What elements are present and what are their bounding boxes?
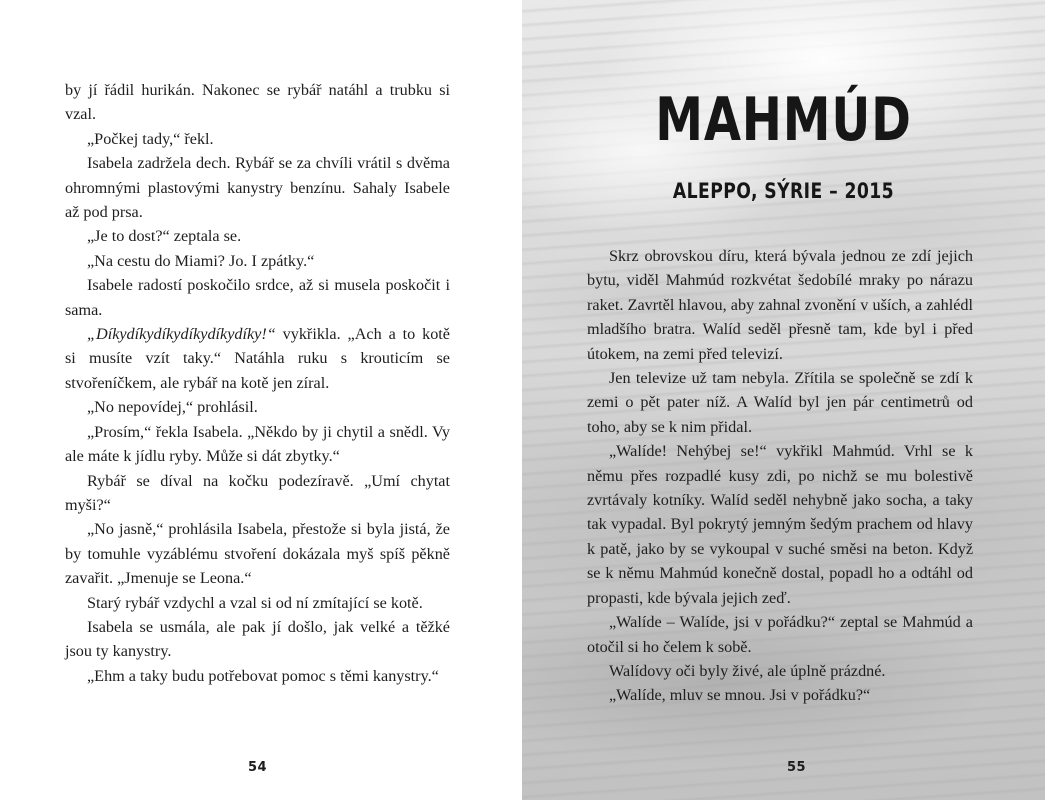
paragraph-text: Walídovy oči byly živé, ale úplně prázdné.	[609, 661, 886, 680]
paragraph	[65, 517, 450, 590]
paragraph-text: „Ehm a taky budu potřebovat pomoc s těmi kanystry.“	[87, 666, 439, 685]
paragraph-text: „No jasně,“ prohlásila Isabela, přestože si byla jistá, že by tomuhle vyzáblému stvoření dokázala myš spíš pěkně zavařit. „Jmenuje se Leona.“	[65, 520, 450, 588]
page-number-left: 54	[248, 760, 268, 775]
paragraph	[65, 615, 450, 664]
paragraph	[65, 273, 450, 322]
paragraph	[587, 683, 973, 707]
paragraph	[587, 659, 973, 683]
paragraph-text: „Walíde! Nehýbej se!“ vykřikl Mahmúd. Vrhl se k němu přes rozpadlé kusy zdi, po nichž se mu bolestivě zvrtávaly kotníky. Walíd seděl nehybně jako socha, a taky tak vypadal. Byl pokrytý jemným šedým prachem od hlavy k patě, jako by se vykoupal v suché směsi na beton. Když se k němu Mahmúd konečně dostal, popadl ho a odtáhl od propasti, kde bývala jejich zeď.	[587, 442, 973, 607]
paragraph	[65, 322, 450, 395]
paragraph-text: Isabela zadržela dech. Rybář se za chvíli vrátil s dvěma ohromnými plastovými kanystry benzínu. Sahaly Isabele až pod prsa.	[65, 154, 450, 222]
paragraph-text: „Počkej tady,“ řekl.	[87, 129, 214, 148]
paragraph-text: Starý rybář vzdychl a vzal si od ní zmítající se kotě.	[87, 593, 423, 612]
paragraph	[65, 249, 450, 273]
paragraph-text: Jen televize už tam nebyla. Zřítila se společně se zdí k zemi o pět pater níž. A Walíd byl jen pár centimetrů od toho, aby se k nim přidal.	[587, 369, 973, 436]
paragraph-text: „Walíde, mluv se mnou. Jsi v pořádku?“	[609, 686, 871, 705]
paragraph-text: vykřikla. „Ach a to kotě si musíte vzít taky.“ Natáhla ruku s krouticím se stvořeníčkem, ale rybář na kotě jen zíral.	[65, 325, 450, 392]
paragraph	[65, 127, 450, 151]
paragraph	[65, 664, 450, 688]
paragraph	[587, 439, 973, 610]
left-page	[0, 0, 522, 800]
chapter-subtitle: ALEPPO, SÝRIE – 2015	[672, 179, 895, 203]
right-page	[522, 0, 1045, 800]
paragraph	[65, 591, 450, 615]
left-page-text	[65, 78, 450, 688]
paragraph	[65, 151, 450, 224]
paragraph-text: Isabela se usmála, ale pak jí došlo, jak velké a těžké jsou ty kanystry.	[65, 617, 450, 661]
paragraph-text: Rybář se díval na kočku podezíravě. „Umí chytat myši?“	[65, 471, 450, 514]
page-number-right: 55	[787, 760, 807, 775]
paragraph-text: Skrz obrovskou díru, která bývala jednou ze zdí jejich bytu, viděl Mahmúd rozkvétat šedobílé mraky po nárazu raket. Zavrtěl hlavou, aby zahnal zvonění v uších, a zahlédl mladšího bratra. Walíd seděl přesně tam, kde byl i před útokem, na zemi před televizí.	[587, 247, 973, 363]
chapter-title: MAHMÚD	[655, 85, 912, 155]
paragraph	[65, 395, 450, 419]
paragraph-text: „Walíde – Walíde, jsi v pořádku?“ zeptal se Mahmúd a otočil si ho čelem k sobě.	[587, 613, 973, 656]
paragraph-text: „Je to dost?“ zeptala se.	[87, 227, 242, 246]
italic-phrase: „Díkydíkydíkydíkydíkydíky!“	[87, 325, 276, 344]
paragraph	[65, 78, 450, 127]
paragraph	[65, 224, 450, 248]
paragraph	[587, 244, 973, 366]
paragraph-text: „Prosím,“ řekla Isabela. „Někdo by ji chytil a snědl. Vy ale máte k jídlu ryby. Může si dát zbytky.“	[65, 422, 450, 466]
paragraph-text: „No nepovídej,“ prohlásil.	[87, 398, 258, 417]
paragraph-text: by jí řádil hurikán. Nakonec se rybář natáhl a trubku si vzal.	[65, 81, 450, 124]
paragraph-text: „Na cestu do Miami? Jo. I zpátky.“	[87, 251, 315, 270]
paragraph-text: Isabele radostí poskočilo srdce, až si musela poskočit i sama.	[65, 276, 450, 319]
paragraph	[587, 610, 973, 659]
paragraph	[65, 420, 450, 469]
paragraph	[587, 366, 973, 439]
paragraph	[65, 469, 450, 518]
right-page-text	[587, 244, 973, 708]
